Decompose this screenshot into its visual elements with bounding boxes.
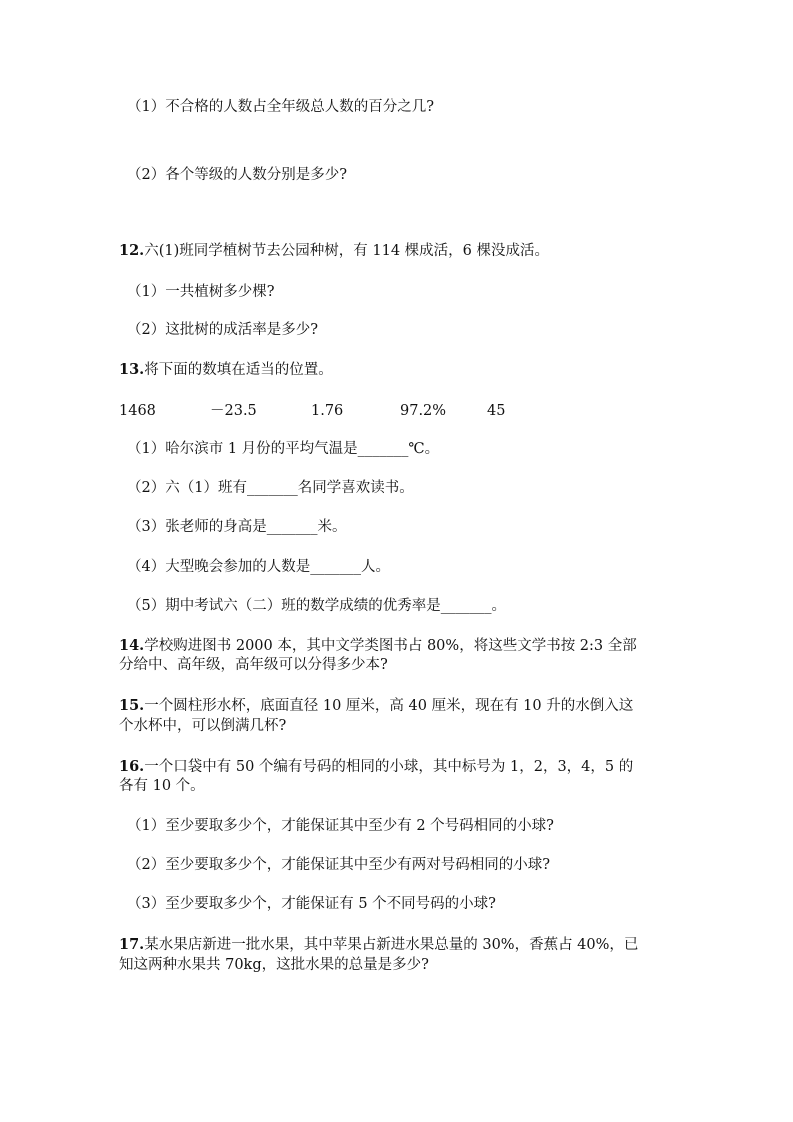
question-15-line-1: 一个圆柱形水杯，底面直径 10 厘米，高 40 厘米，现在有 10 升的水倒入这	[144, 698, 634, 714]
question-16-number: 16.	[119, 758, 145, 775]
question-13-sub-5: （5）期中考试六（二）班的数学成绩的优秀率是_______。	[127, 598, 506, 614]
question-13-number: 13.	[119, 361, 145, 378]
question-16-sub-3: （3）至少要取多少个，才能保证有 5 个不同号码的小球?	[127, 896, 496, 912]
number-97-2-percent: 97.2%	[400, 403, 447, 419]
question-14-line-1: 学校购进图书 2000 本，其中文学类图书占 80%，将这些文学书按 2:3 全部	[144, 638, 637, 654]
question-16-line-1: 一个口袋中有 50 个编有号码的相同的小球，其中标号为 1，2，3，4，5 的	[144, 759, 634, 775]
question-17	[119, 936, 638, 954]
question-12-sub-2: （2）这批树的成活率是多少?	[127, 322, 318, 338]
question-12-text: 六(1)班同学植树节去公园种树，有 114 棵成活，6 棵没成活。	[144, 243, 550, 259]
question-13-sub-3: （3）张老师的身高是_______米。	[127, 519, 347, 535]
number-1-76: 1.76	[311, 403, 344, 419]
question-15	[119, 697, 633, 715]
question-16-sub-1: （1）至少要取多少个，才能保证其中至少有 2 个号码相同的小球?	[127, 818, 554, 834]
question-17-line-2: 知这两种水果共 70kg，这批水果的总量是多少?	[119, 957, 429, 973]
question-17-line-1: 某水果店新进一批水果，其中苹果占新进水果总量的 30%，香蕉占 40%，已	[144, 937, 639, 953]
number-1468: 1468	[119, 403, 156, 419]
question-17-number: 17.	[119, 936, 145, 953]
question-14-line-2: 分给中、高年级，高年级可以分得多少本?	[119, 657, 388, 673]
question-11-sub-2: （2）各个等级的人数分别是多少?	[127, 167, 347, 183]
number-neg-23-5: －23.5	[210, 403, 257, 419]
question-15-line-2: 个水杯中，可以倒满几杯?	[119, 718, 287, 734]
question-12-number: 12.	[119, 242, 145, 259]
question-14-number: 14.	[119, 637, 145, 654]
question-13-sub-2: （2）六（1）班有_______名同学喜欢读书。	[127, 480, 414, 496]
question-11-sub-1: （1）不合格的人数占全年级总人数的百分之几?	[127, 99, 434, 115]
question-13-sub-4: （4）大型晚会参加的人数是_______人。	[127, 559, 390, 575]
question-12-sub-1: （1）一共植树多少棵?	[127, 284, 275, 300]
question-16-line-2: 各有 10 个。	[119, 778, 205, 794]
question-14	[119, 637, 637, 655]
question-13-sub-1: （1）哈尔滨市 1 月份的平均气温是_______℃。	[127, 441, 440, 457]
question-12	[119, 242, 549, 260]
question-13-text: 将下面的数填在适当的位置。	[144, 362, 333, 378]
number-45: 45	[487, 403, 506, 419]
question-13	[119, 361, 333, 379]
question-16	[119, 758, 633, 776]
question-16-sub-2: （2）至少要取多少个，才能保证其中至少有两对号码相同的小球?	[127, 857, 550, 873]
question-15-number: 15.	[119, 697, 145, 714]
